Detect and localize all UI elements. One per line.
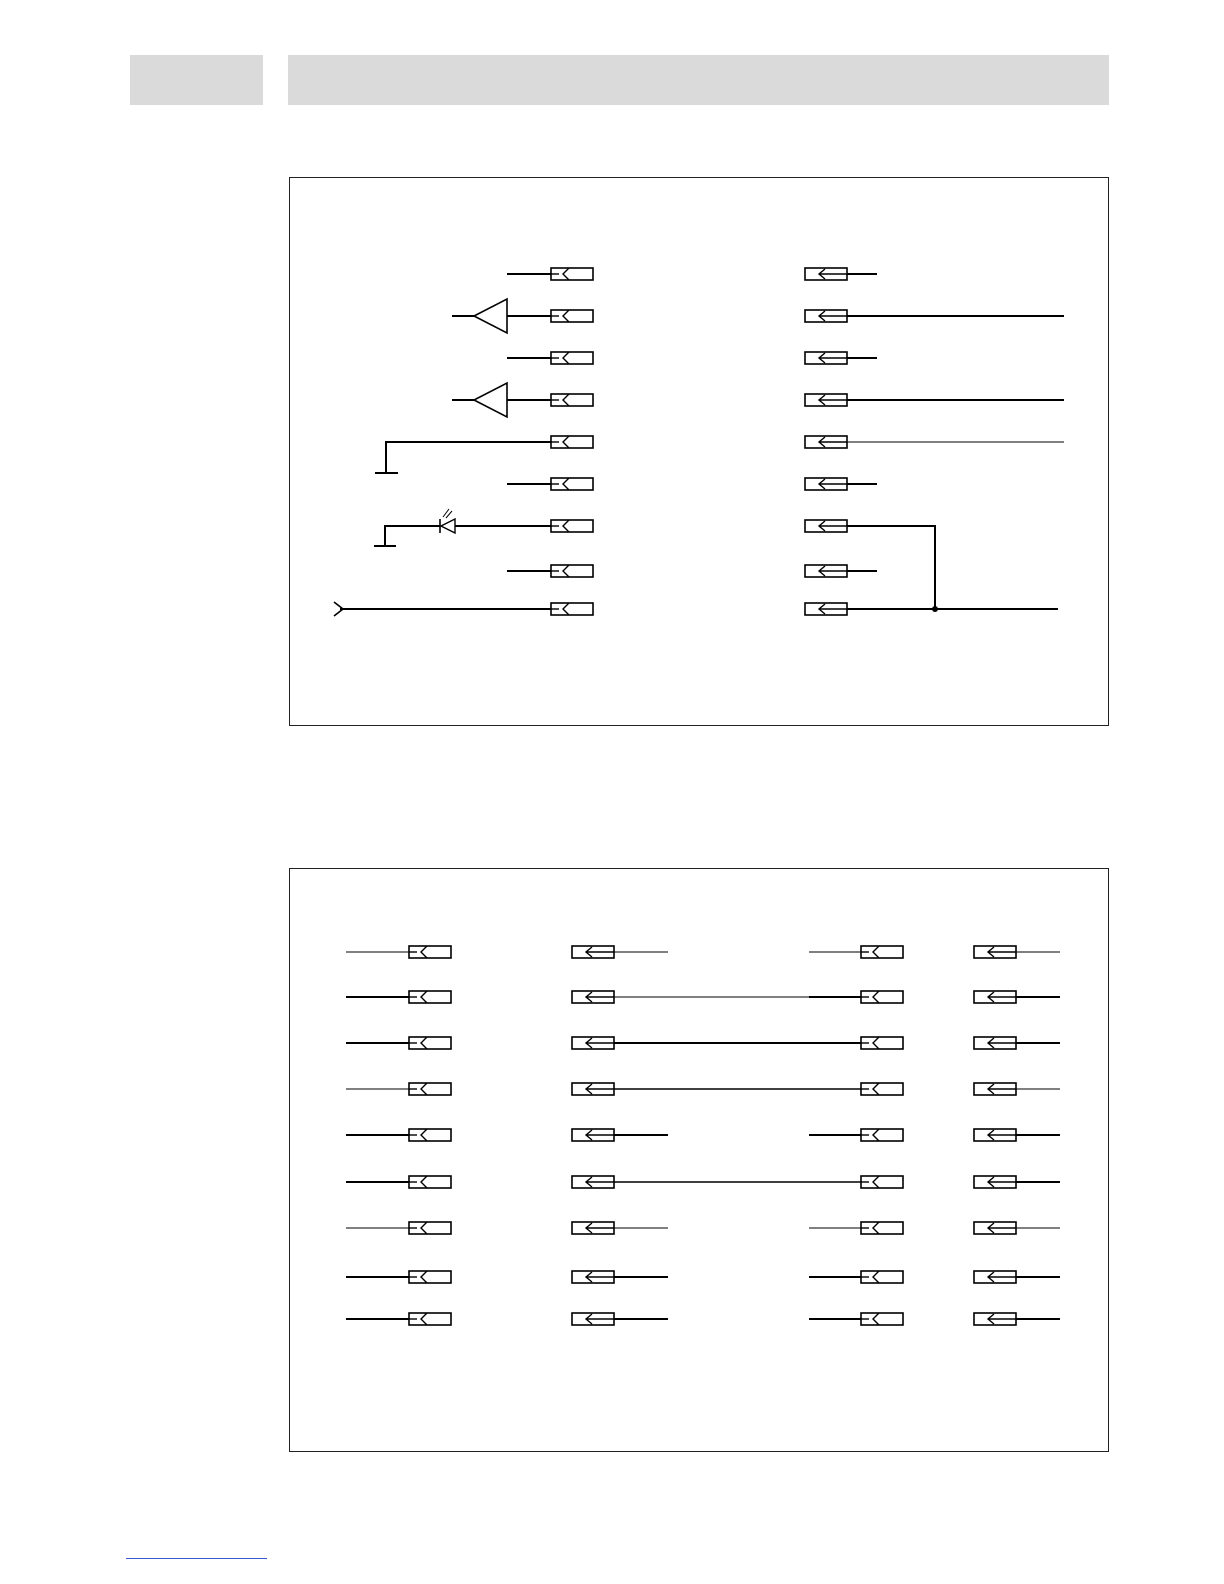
- plug-contact: [805, 565, 847, 577]
- plug-contact: [572, 991, 614, 1003]
- socket-contact: [409, 1083, 451, 1095]
- socket-contact: [861, 1129, 903, 1141]
- plug-contact: [572, 1222, 614, 1234]
- plug-contact: [974, 946, 1016, 958]
- socket-contact: [861, 1083, 903, 1095]
- socket-contact: [409, 1037, 451, 1049]
- socket-contact: [551, 268, 593, 280]
- plug-contact: [805, 603, 847, 615]
- junction-dot: [932, 606, 938, 612]
- socket-contact: [551, 565, 593, 577]
- socket-contact: [409, 1129, 451, 1141]
- plug-contact: [572, 1129, 614, 1141]
- socket-contact: [409, 1271, 451, 1283]
- socket-contact: [551, 520, 593, 532]
- socket-contact: [409, 1313, 451, 1325]
- wire: [386, 442, 551, 473]
- plug-contact: [974, 1313, 1016, 1325]
- led-icon: [441, 519, 455, 533]
- plug-contact: [572, 1271, 614, 1283]
- footer-rule: [126, 1558, 267, 1559]
- socket-contact: [409, 946, 451, 958]
- plug-contact: [974, 1129, 1016, 1141]
- wire: [385, 526, 440, 546]
- socket-contact: [551, 394, 593, 406]
- socket-contact: [551, 603, 593, 615]
- socket-contact: [409, 991, 451, 1003]
- plug-contact: [974, 1271, 1016, 1283]
- socket-contact: [861, 946, 903, 958]
- plug-contact: [974, 991, 1016, 1003]
- plug-contact: [974, 1083, 1016, 1095]
- socket-contact: [861, 1037, 903, 1049]
- plug-contact: [974, 1222, 1016, 1234]
- socket-contact: [551, 478, 593, 490]
- plug-contact: [572, 946, 614, 958]
- socket-contact: [551, 310, 593, 322]
- socket-contact: [861, 1271, 903, 1283]
- amplifier-icon: [474, 299, 507, 333]
- plug-contact: [805, 436, 847, 448]
- socket-contact: [861, 1313, 903, 1325]
- plug-contact: [805, 352, 847, 364]
- plug-contact: [572, 1313, 614, 1325]
- plug-contact: [572, 1037, 614, 1049]
- plug-contact: [572, 1176, 614, 1188]
- plug-contact: [974, 1037, 1016, 1049]
- socket-contact: [551, 436, 593, 448]
- plug-contact: [805, 394, 847, 406]
- plug-contact: [805, 520, 847, 532]
- plug-contact: [805, 268, 847, 280]
- socket-contact: [861, 1176, 903, 1188]
- wire: [847, 526, 935, 609]
- plug-contact: [572, 1083, 614, 1095]
- plug-contact: [805, 478, 847, 490]
- plug-contact: [805, 310, 847, 322]
- socket-contact: [409, 1176, 451, 1188]
- socket-contact: [861, 1222, 903, 1234]
- socket-contact: [551, 352, 593, 364]
- amplifier-icon: [474, 383, 507, 417]
- socket-contact: [409, 1222, 451, 1234]
- socket-contact: [861, 991, 903, 1003]
- plug-contact: [974, 1176, 1016, 1188]
